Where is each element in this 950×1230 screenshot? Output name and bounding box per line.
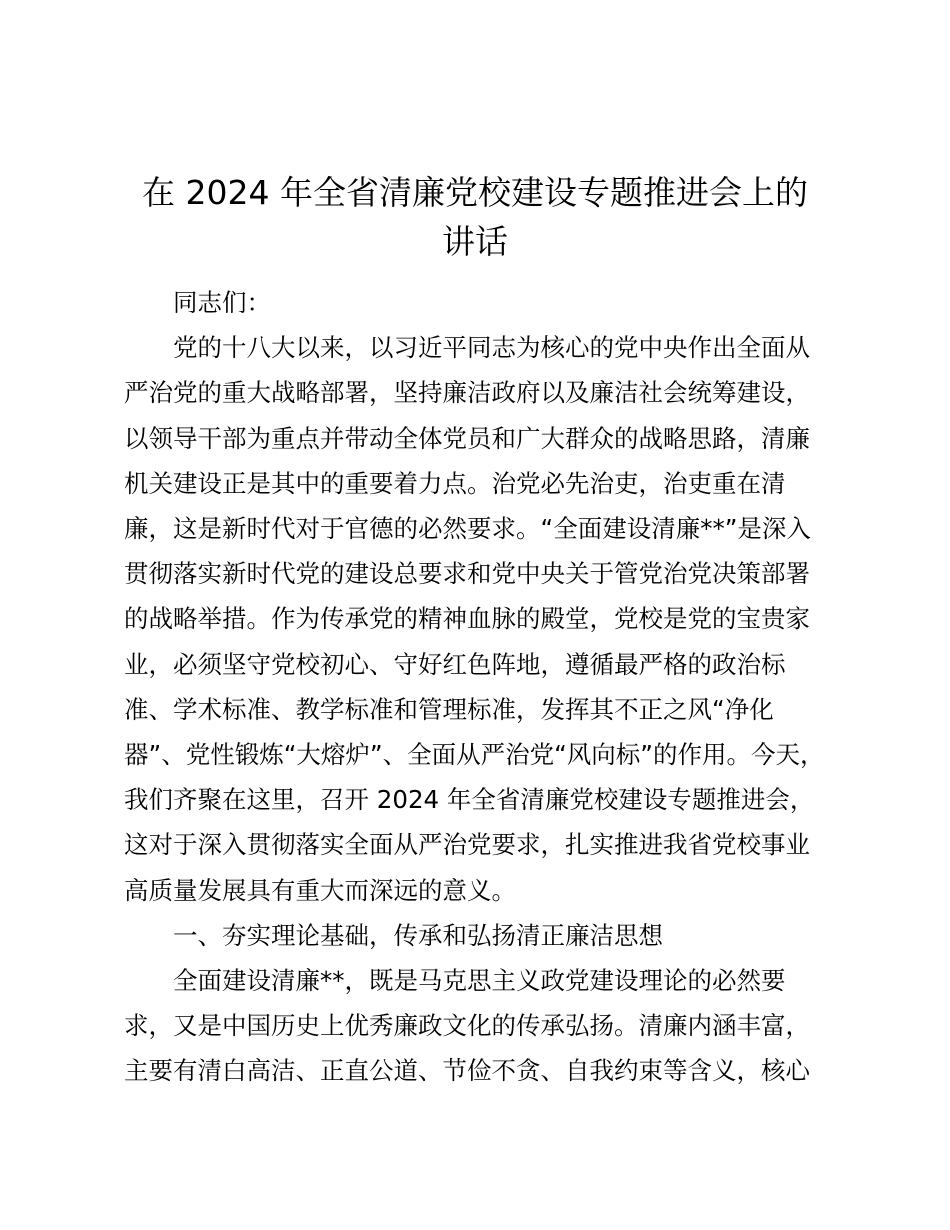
title-line-2: 讲话 — [442, 222, 508, 261]
paragraph-1-line: 的战略举措。作为传承党的精神血脉的殿堂，党校是党的宝贵家 — [124, 604, 810, 634]
document-body — [124, 280, 828, 1094]
paragraph-1-line: 以领导干部为重点并带动全体党员和广大群众的战略思路，清廉 — [124, 423, 810, 453]
paragraph-1-line: 机关建设正是其中的重要着力点。治党必先治吏，治吏重在清 — [124, 468, 786, 498]
paragraph-1-line: 高质量发展具有重大而深远的意义。 — [124, 875, 516, 905]
paragraph-1-line: 准、学术标准、教学标准和管理标准，发挥其不正之风“净化 — [124, 694, 774, 724]
paragraph-1-line: 严治党的重大战略部署，坚持廉洁政府以及廉洁社会统筹建设， — [124, 378, 810, 408]
title-line-1: 在 2024 年全省清廉党校建设专题推进会上的 — [142, 173, 808, 212]
document-title — [120, 168, 830, 266]
paragraph-1-line: 党的十八大以来，以习近平同志为核心的党中央作出全面从 — [173, 333, 810, 363]
paragraph-1-line: 廉，这是新时代对于官德的必然要求。“全面建设清廉**”是深入 — [124, 514, 811, 544]
salutation: 同志们： — [173, 288, 271, 317]
paragraph-1-line: 器”、党性锻炼“大熔炉”、全面从严治党“风向标”的作用。今天， — [124, 740, 825, 770]
paragraph-1-line: 这对于深入贯彻落实全面从严治党要求，扎实推进我省党校事业 — [124, 830, 810, 860]
paragraph-2-line: 全面建设清廉**，既是马克思主义政党建设理论的必然要 — [173, 966, 786, 996]
paragraph-2-line: 主要有清白高洁、正直公道、节俭不贪、自我约束等含义，核心 — [124, 1056, 810, 1086]
paragraph-1-line: 贯彻落实新时代党的建设总要求和党中央关于管党治党决策部署 — [124, 559, 810, 589]
paragraph-1-line: 我们齐聚在这里，召开 2024 年全省清廉党校建设专题推进会， — [124, 785, 815, 815]
section-heading-1: 一、夯实理论基础，传承和弘扬清正廉洁思想 — [173, 920, 663, 950]
paragraph-1-line: 业，必须坚守党校初心、守好红色阵地，遵循最严格的政治标 — [124, 649, 786, 679]
paragraph-2-line: 求，又是中国历史上优秀廉政文化的传承弘扬。清廉内涵丰富， — [124, 1011, 810, 1041]
